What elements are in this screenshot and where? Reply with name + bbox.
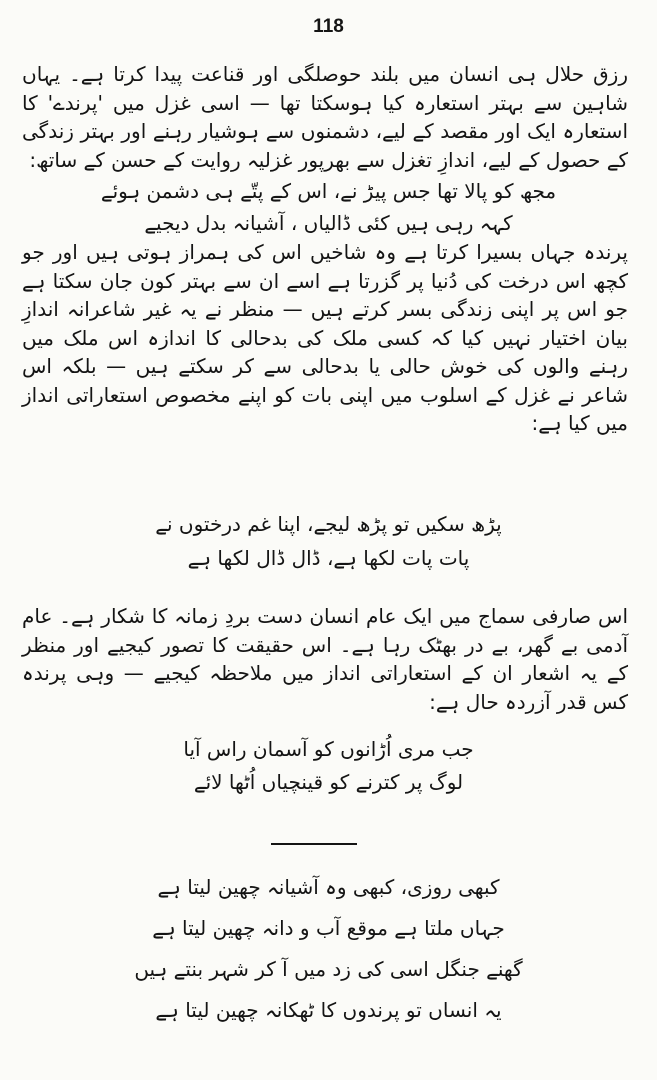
couplet-3-line-1: جب مری اُڑانوں کو آسمان راس آیا bbox=[183, 737, 474, 761]
ghazal-line-4: یہ انساں تو پرندوں کا ٹھکانہ چھین لیتا ہے bbox=[155, 998, 502, 1022]
section-separator bbox=[271, 843, 357, 845]
ghazal-line-3: گھنے جنگل اسی کی زد میں آ کر شہر بنتے ہیں bbox=[134, 957, 523, 981]
paragraph-2: پرندہ جہاں بسیرا کرتا ہے وہ شاخیں اس کی ہمراز ہوتی ہیں اور جو کچھ اس درخت کی دُنیا پر گزرتا ہے اسے ان سے بہتر کون جان سکتا ہے جو اس پر اپنی زندگی بسر کرتے ہیں — منظر نے یہ غیر شاعرانہ اندازِ بیان اختیار نہیں کیا کہ کسی ملک کی بدحالی کا اندازہ اس ملک میں رہنے والوں کی خوش حالی یا بدحالی سے کر سکتے ہیں — بلکہ اس شاعر نے غزل کے اسلوب میں اپنی بات کو اپنے مخصوص استعاراتی انداز میں کیا ہے: bbox=[22, 240, 628, 435]
couplet-2-line-1: پڑھ سکیں تو پڑھ لیجے، اپنا غم درختوں نے bbox=[155, 512, 502, 536]
couplet-1-line-2: کہہ رہی ہیں کئی ڈالیاں ، آشیانہ بدل دیجیے bbox=[144, 211, 513, 235]
couplet-2-line-2: پات پات لکھا ہے، ڈال ڈال لکھا ہے bbox=[187, 546, 470, 570]
page-number: 118 bbox=[313, 16, 344, 37]
paragraph-3: اس صارفی سماج میں ایک عام انسان دست بردِ زمانہ کا شکار ہے۔ عام آدمی بے گھر، بے در بھٹک رہا ہے۔ اس حقیقت کا تصور کیجیے اور منظر کے یہ اشعار ان کے استعاراتی انداز میں ملاحظہ کیجیے — وہی پرندہ کس قدر آزردہ حال ہے: bbox=[22, 604, 628, 714]
ghazal-line-1: کبھی روزی، کبھی وہ آشیانہ چھین لیتا ہے bbox=[157, 875, 500, 899]
couplet-3-line-2: لوگ پر کترنے کو قینچیاں اُٹھا لائے bbox=[193, 770, 464, 794]
paragraph-1: رزق حلال ہی انسان میں بلند حوصلگی اور قناعت پیدا کرتا ہے۔ یہاں شاہین سے بہتر استعارہ کیا ہوسکتا تھا — اسی غزل میں 'پرندے' کا استعارہ ایک اور مقصد کے لیے، دشمنوں سے ہوشیار رہنے اور بہتر زندگی کے حصول کے لیے، اندازِ تغزل سے بھرپور غزلیہ روایت کے حسن کے ساتھ: bbox=[22, 62, 628, 172]
ghazal-line-2: جہاں ملتا ہے موقع آب و دانہ چھین لیتا ہے bbox=[152, 916, 505, 940]
couplet-1-line-1: مجھ کو پالا تھا جس پیڑ نے، اس کے پتّے ہی دشمن ہوئے bbox=[100, 179, 557, 203]
